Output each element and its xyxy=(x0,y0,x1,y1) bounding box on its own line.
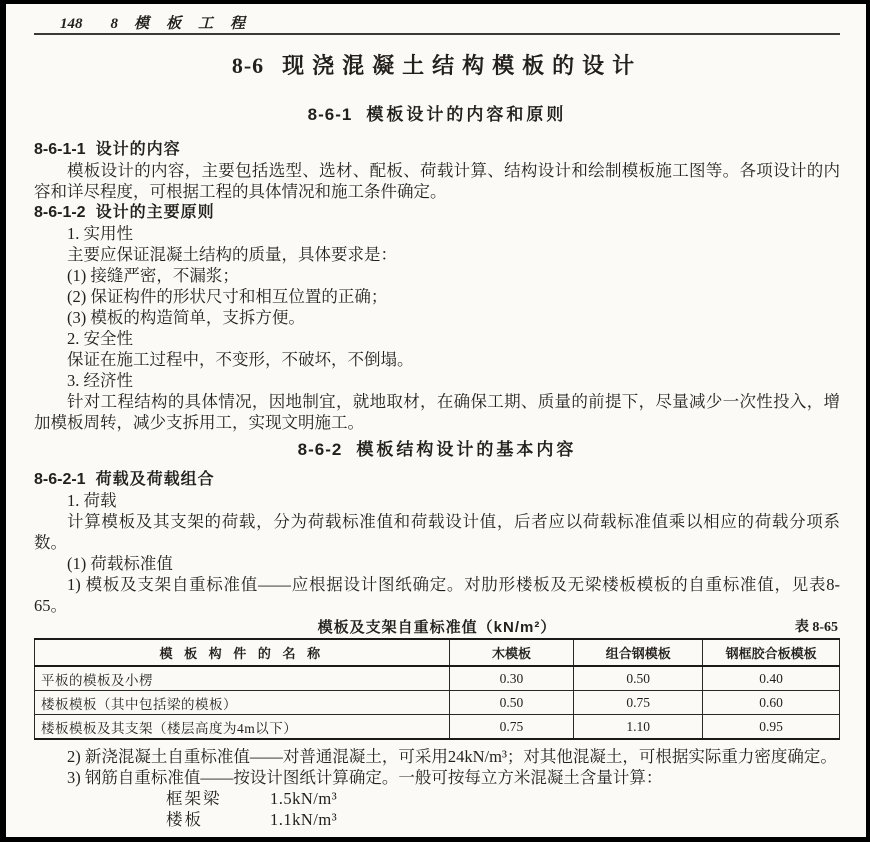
table-cell: 0.75 xyxy=(574,691,703,715)
table-cell: 楼板模板及其支架（楼层高度为4m以下） xyxy=(35,715,450,740)
chapter-title: 模板工程 xyxy=(134,16,263,32)
header-rule xyxy=(34,33,840,35)
table-label: 表 8-65 xyxy=(794,620,838,635)
heading-number: 8-6-2 xyxy=(297,440,343,459)
table-cell: 0.60 xyxy=(703,691,840,715)
principle-line: 1. 实用性 xyxy=(67,224,133,243)
principle-line: (2) 保证构件的形状尺寸和相互位置的正确； xyxy=(67,287,388,306)
table-cell: 0.30 xyxy=(449,666,574,691)
heading-8-6-1 xyxy=(34,103,840,127)
column-header: 组合钢模板 xyxy=(574,639,703,666)
table-cell: 平板的模板及小楞 xyxy=(35,666,450,691)
table-cell: 楼板模板（其中包括梁的模板） xyxy=(35,691,450,715)
table-cell: 0.40 xyxy=(703,666,840,691)
table-row xyxy=(35,666,840,691)
formwork-weights-table xyxy=(34,638,840,740)
load-paragraph: 计算模板及其支架的荷载，分为荷载标准值和荷载设计值，后者应以荷载标准值乘以相应的荷载分项系数。 xyxy=(34,512,840,552)
section-number: 8-6 xyxy=(231,53,265,78)
rebar-item-value: 1.1kN/m³ xyxy=(270,810,338,829)
heading-8-6-2-1 xyxy=(34,469,840,490)
principle-line: 主要应保证混凝土结构的质量，具体要求是： xyxy=(67,245,397,264)
scanned-book-page xyxy=(6,4,866,830)
table-cell: 1.10 xyxy=(574,715,703,740)
rebar-item-slab xyxy=(166,809,840,830)
heading-text: 模板设计的内容和原则 xyxy=(366,105,567,124)
section-title-8-6 xyxy=(34,51,840,81)
heading-number: 8-6-1 xyxy=(307,105,353,124)
load-line: 1. 荷载 xyxy=(67,491,117,510)
paragraph-concrete-weight: 2) 新浇混凝土自重标准值——对普通混凝土，可采用24kN/m³；对其他混凝土，可根据实际重力密度确定。 xyxy=(67,747,837,766)
rebar-item-beam xyxy=(166,788,840,809)
running-header xyxy=(34,12,840,32)
heading-number: 8-6-1-1 xyxy=(34,141,86,158)
table-cell: 0.50 xyxy=(574,666,703,691)
heading-text: 模板结构设计的基本内容 xyxy=(356,440,577,459)
rebar-item-value: 1.5kN/m³ xyxy=(270,789,338,808)
table-cell: 0.75 xyxy=(449,715,574,740)
principle-line: 保证在施工过程中，不变形，不破坏，不倒塌。 xyxy=(67,350,414,369)
principle-line: (3) 模板的构造简单，支拆方便。 xyxy=(67,308,305,327)
table-cell: 0.50 xyxy=(449,691,574,715)
principle-line: (1) 接缝严密，不漏浆； xyxy=(67,266,239,285)
column-header: 木模板 xyxy=(449,639,574,666)
table-caption xyxy=(34,618,840,638)
heading-8-6-1-1 xyxy=(34,139,840,160)
heading-text: 设计的内容 xyxy=(95,141,181,158)
paragraph-design-content: 模板设计的内容，主要包括选型、选材、配板、荷载计算、结构设计和绘制模板施工图等。各项设计的内容和详尽程度，可根据工程的具体情况和施工条件确定。 xyxy=(34,161,840,201)
chapter-number: 8 xyxy=(110,16,118,32)
table-cell: 0.95 xyxy=(703,715,840,740)
column-header: 模 板 构 件 的 名 称 xyxy=(35,639,450,666)
table-title: 模板及支架自重标准值（kN/m²） xyxy=(317,619,557,636)
rebar-item-name: 框架梁 xyxy=(166,789,222,808)
heading-text: 荷载及荷载组合 xyxy=(95,471,215,488)
heading-8-6-2 xyxy=(34,437,840,463)
rebar-item-name: 楼板 xyxy=(166,810,203,829)
table-row xyxy=(35,715,840,740)
page-number: 148 xyxy=(60,16,83,32)
paragraph-economy: 针对工程结构的具体情况，因地制宜，就地取材，在确保工期、质量的前提下，尽量减少一次性投入，增加模板周转，减少支拆用工，实现文明施工。 xyxy=(34,392,840,432)
table-row xyxy=(35,691,840,715)
section-text: 现浇混凝土结构模板的设计 xyxy=(282,53,643,78)
table-header-row xyxy=(35,639,840,666)
heading-number: 8-6-2-1 xyxy=(34,471,86,488)
heading-8-6-1-2 xyxy=(34,202,840,223)
principle-line: 2. 安全性 xyxy=(67,329,133,348)
paragraph-rebar-weight: 3) 钢筋自重标准值——按设计图纸计算确定。一般可按每立方米混凝土含量计算： xyxy=(67,768,663,787)
heading-text: 设计的主要原则 xyxy=(95,204,215,221)
load-line: (1) 荷载标准值 xyxy=(67,554,173,573)
heading-number: 8-6-1-2 xyxy=(34,204,86,221)
principle-line: 3. 经济性 xyxy=(67,371,133,390)
load-paragraph: 1) 模板及支架自重标准值——应根据设计图纸确定。对肋形楼板及无梁楼板模板的自重标准值，见表8-65。 xyxy=(34,575,840,615)
column-header: 钢框胶合板模板 xyxy=(703,639,840,666)
